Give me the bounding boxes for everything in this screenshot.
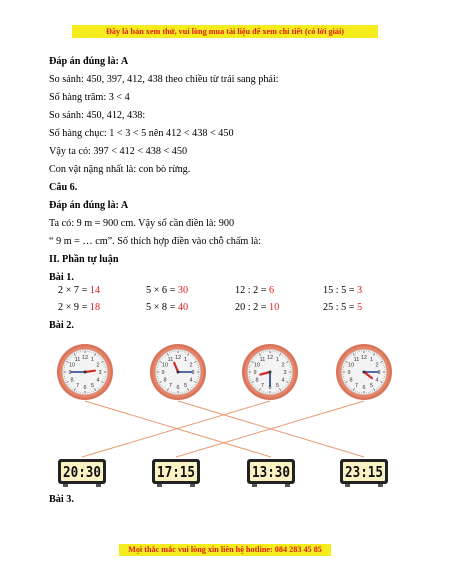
math-item [235,285,274,296]
clock-numeral [82,355,88,361]
clock-hour-hand [85,371,95,372]
clock-numeral: 6 [362,385,366,391]
text-line: Số hàng trăm: 3 < 4 [49,92,130,103]
clock-center [84,371,87,374]
text-line: Câu 6. [49,182,78,193]
clock-numeral: 3 [98,370,102,376]
digital-clock-time: 17:15 [157,463,195,481]
digital-clock-time: 23:15 [345,463,383,481]
math-item [323,302,362,313]
text-line: II. Phần tự luận [49,254,119,265]
clock-numeral: 10 [347,362,355,369]
clock-numeral: 10 [68,362,76,369]
clock-numeral: 5 [369,382,374,389]
text-line: Vậy ta có: 397 < 412 < 438 < 450 [49,146,188,157]
math-answer: 3 [357,285,363,296]
clock-numeral: 6 [176,385,180,391]
clock-numeral [98,370,101,376]
text-line: Đáp án đúng là: A [49,56,129,67]
math-expression: 2 × 7 = [58,285,90,296]
text-line: Ta có: 9 m = 900 cm. Vậy số cần điền là: 900 [49,218,235,229]
analog-clock [161,344,298,400]
math-answer: 40 [177,302,189,313]
text-line: “ 9 m = … cm”. Số thích hợp điền vào chỗ chấm là: [49,236,262,247]
clock-numeral [68,370,71,376]
clock-center [363,371,366,374]
math-item [58,285,100,296]
digital-clock [152,459,200,487]
clock-numeral: 8 [163,377,167,384]
clock-numeral: 6 [83,385,87,391]
clock-numeral: 11 [74,357,81,364]
clock-numeral: 12 [360,355,368,361]
math-answer: 10 [269,302,280,313]
clock-numeral [83,385,86,391]
text-line: Bài 1. [49,272,74,283]
clock-numeral: 10 [161,362,169,369]
digital-clock [247,459,295,487]
clock-numeral: 9 [347,370,351,376]
clock-numeral: 7 [354,382,359,389]
math-item [323,285,362,296]
math-expression: 5 × 8 = [146,302,178,313]
clock-numeral: 12 [174,355,182,361]
clock-numeral [96,363,99,369]
text-line: So sánh: 450, 397, 412, 438 theo chiều từ trái sang phải: [49,74,279,85]
text-line: Số hàng chục: 1 < 3 < 5 nên 412 < 438 < 450 [49,128,234,139]
math-answer: 14 [89,285,101,296]
clock-numeral: 11 [167,357,174,364]
bai3-heading: Bài 3. [49,494,74,505]
clock-numeral: 2 [375,362,379,369]
math-answer: 18 [89,302,101,313]
math-expression: 5 × 6 = [146,285,178,296]
math-item [58,302,100,313]
clock-numeral [76,383,79,389]
clock-numeral: 3 [191,370,195,376]
clock-numeral: 12 [81,355,89,361]
clock-numeral: 7 [75,382,80,389]
clock-numeral: 4 [375,377,379,384]
clock-numeral: 8 [349,377,353,384]
math-item [146,285,188,296]
math-answer: 5 [357,302,363,313]
text-line: So sánh: 450, 412, 438: [49,110,146,121]
clock-numeral [75,357,81,363]
math-answer: 30 [177,285,189,296]
clock-numeral [70,378,73,384]
text-line: Con vật nặng nhất là: con bò rừng. [49,164,191,175]
math-item [235,302,279,313]
clock-numeral [69,363,75,369]
clock-numeral: 4 [96,377,100,384]
clock-numeral: 8 [70,377,74,384]
clock-numeral [96,378,99,384]
clock-numeral [91,357,94,363]
preview-banner: Đây là bản xem thử, vui lòng mua tài liệu để xem chi tiết (có lời giải) [72,25,378,38]
clock-numeral: 2 [189,362,193,369]
digital-clock-time: 20:30 [63,463,101,481]
clock-matching-figure [0,336,450,511]
bai2-heading: Bài 2. [49,320,74,331]
math-expression: 12 : 2 = [235,285,270,296]
clock-numeral: 3 [377,370,381,376]
digital-clock-time: 13:30 [252,463,290,481]
clock-center [177,371,180,374]
math-expression: 2 × 9 = [58,302,90,313]
math-expression: 25 : 5 = [323,302,358,313]
clock-numeral: 5 [183,382,188,389]
clock-numeral: 9 [161,370,165,376]
clock-numeral: 4 [189,377,193,384]
clock-numeral: 1 [90,357,95,364]
clock-numeral: 7 [168,382,173,389]
math-item [146,302,188,313]
analog-clock [253,344,392,400]
math-expression: 20 : 2 = [235,302,270,313]
clock-numeral [91,383,94,389]
clock-numeral: 2 [96,362,100,369]
analog-clock [57,344,113,400]
digital-clock [58,459,106,487]
clock-numeral: 1 [183,357,188,364]
clock-numeral: 5 [90,382,95,389]
clock-numeral: 9 [68,370,72,376]
text-line: Đáp án đúng là: A [49,200,129,211]
hotline-footer: Mọi thắc mắc vui lòng xin liên hệ hotline: 084 283 45 85 [119,544,331,556]
math-expression: 15 : 5 = [323,285,358,296]
clock-numeral: 11 [353,357,360,364]
digital-clock [340,459,388,487]
math-answer: 6 [269,285,275,296]
clock-center [269,371,272,374]
clock-numeral: 1 [369,357,374,364]
